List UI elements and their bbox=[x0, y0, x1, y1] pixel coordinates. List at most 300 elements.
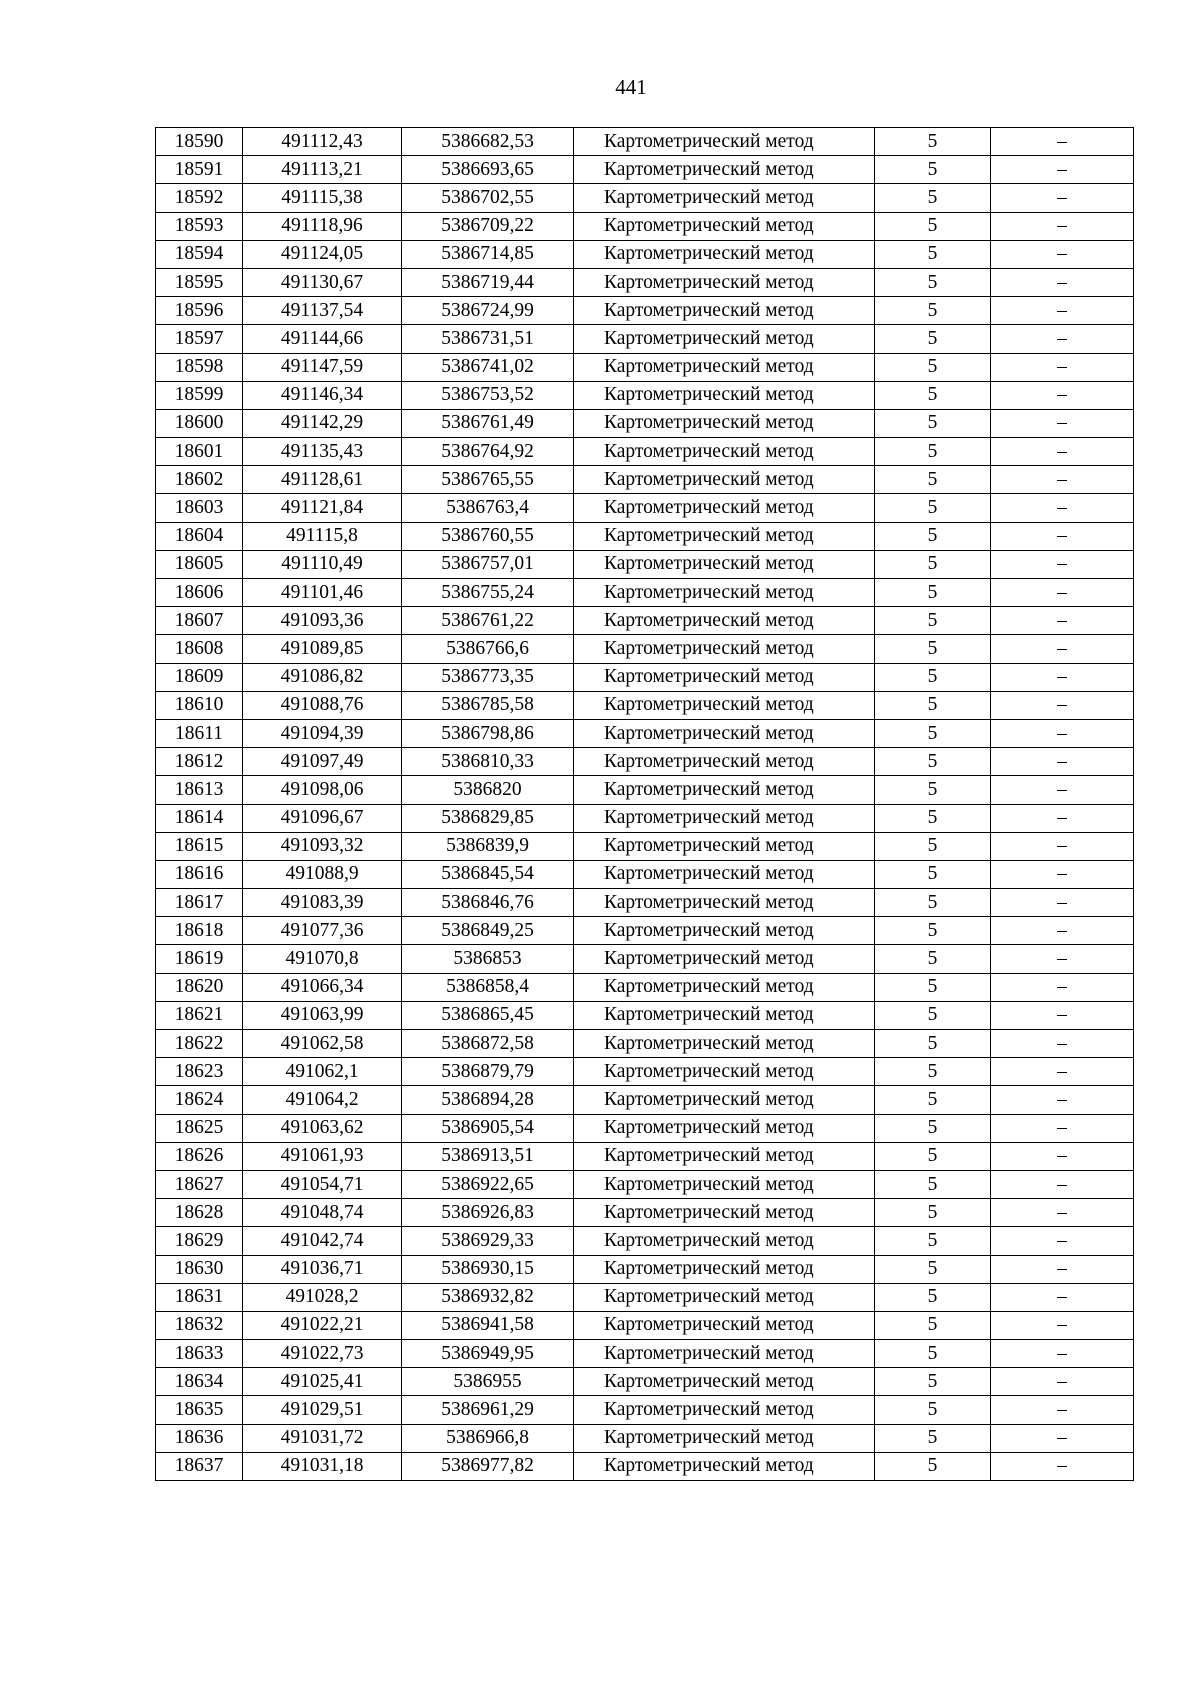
y-coordinate-cell: 5386858,4 bbox=[402, 973, 574, 1001]
table-row bbox=[156, 719, 1134, 747]
y-coordinate-cell: 5386757,01 bbox=[402, 550, 574, 578]
point-number-cell: 18597 bbox=[156, 325, 243, 353]
x-coordinate-cell: 491144,66 bbox=[243, 325, 402, 353]
table-row bbox=[156, 1340, 1134, 1368]
y-coordinate-cell: 5386845,54 bbox=[402, 860, 574, 888]
x-coordinate-cell: 491083,39 bbox=[243, 889, 402, 917]
x-coordinate-cell: 491054,71 bbox=[243, 1170, 402, 1198]
point-number-cell: 18611 bbox=[156, 719, 243, 747]
accuracy-cell: 5 bbox=[875, 776, 991, 804]
y-coordinate-cell: 5386724,99 bbox=[402, 297, 574, 325]
description-cell: – bbox=[991, 522, 1134, 550]
y-coordinate-cell: 5386977,82 bbox=[402, 1452, 574, 1480]
method-cell: Картометрический метод bbox=[574, 917, 875, 945]
table-row bbox=[156, 1255, 1134, 1283]
method-cell: Картометрический метод bbox=[574, 212, 875, 240]
point-number-cell: 18596 bbox=[156, 297, 243, 325]
x-coordinate-cell: 491028,2 bbox=[243, 1283, 402, 1311]
table-row bbox=[156, 1142, 1134, 1170]
table-row bbox=[156, 550, 1134, 578]
description-cell: – bbox=[991, 973, 1134, 1001]
x-coordinate-cell: 491130,67 bbox=[243, 268, 402, 296]
table-row bbox=[156, 156, 1134, 184]
table-row bbox=[156, 607, 1134, 635]
y-coordinate-cell: 5386785,58 bbox=[402, 691, 574, 719]
description-cell: – bbox=[991, 663, 1134, 691]
description-cell: – bbox=[991, 889, 1134, 917]
accuracy-cell: 5 bbox=[875, 719, 991, 747]
y-coordinate-cell: 5386764,92 bbox=[402, 438, 574, 466]
accuracy-cell: 5 bbox=[875, 832, 991, 860]
point-number-cell: 18608 bbox=[156, 635, 243, 663]
method-cell: Картометрический метод bbox=[574, 804, 875, 832]
y-coordinate-cell: 5386810,33 bbox=[402, 748, 574, 776]
y-coordinate-cell: 5386961,29 bbox=[402, 1396, 574, 1424]
description-cell: – bbox=[991, 832, 1134, 860]
accuracy-cell: 5 bbox=[875, 973, 991, 1001]
x-coordinate-cell: 491142,29 bbox=[243, 409, 402, 437]
point-number-cell: 18613 bbox=[156, 776, 243, 804]
point-number-cell: 18612 bbox=[156, 748, 243, 776]
table-row bbox=[156, 1452, 1134, 1480]
x-coordinate-cell: 491118,96 bbox=[243, 212, 402, 240]
method-cell: Картометрический метод bbox=[574, 550, 875, 578]
description-cell: – bbox=[991, 128, 1134, 156]
method-cell: Картометрический метод bbox=[574, 579, 875, 607]
table-row bbox=[156, 832, 1134, 860]
y-coordinate-cell: 5386865,45 bbox=[402, 1001, 574, 1029]
accuracy-cell: 5 bbox=[875, 325, 991, 353]
x-coordinate-cell: 491022,21 bbox=[243, 1311, 402, 1339]
point-number-cell: 18593 bbox=[156, 212, 243, 240]
point-number-cell: 18619 bbox=[156, 945, 243, 973]
description-cell: – bbox=[991, 917, 1134, 945]
table-row bbox=[156, 776, 1134, 804]
accuracy-cell: 5 bbox=[875, 1368, 991, 1396]
x-coordinate-cell: 491135,43 bbox=[243, 438, 402, 466]
method-cell: Картометрический метод bbox=[574, 719, 875, 747]
description-cell: – bbox=[991, 466, 1134, 494]
point-number-cell: 18607 bbox=[156, 607, 243, 635]
method-cell: Картометрический метод bbox=[574, 381, 875, 409]
accuracy-cell: 5 bbox=[875, 1142, 991, 1170]
description-cell: – bbox=[991, 1199, 1134, 1227]
y-coordinate-cell: 5386731,51 bbox=[402, 325, 574, 353]
x-coordinate-cell: 491042,74 bbox=[243, 1227, 402, 1255]
y-coordinate-cell: 5386773,35 bbox=[402, 663, 574, 691]
table-row bbox=[156, 748, 1134, 776]
method-cell: Картометрический метод bbox=[574, 1283, 875, 1311]
y-coordinate-cell: 5386853 bbox=[402, 945, 574, 973]
method-cell: Картометрический метод bbox=[574, 1396, 875, 1424]
table-row bbox=[156, 1030, 1134, 1058]
y-coordinate-cell: 5386753,52 bbox=[402, 381, 574, 409]
table-row bbox=[156, 1424, 1134, 1452]
x-coordinate-cell: 491088,76 bbox=[243, 691, 402, 719]
method-cell: Картометрический метод bbox=[574, 1311, 875, 1339]
description-cell: – bbox=[991, 748, 1134, 776]
x-coordinate-cell: 491062,58 bbox=[243, 1030, 402, 1058]
y-coordinate-cell: 5386932,82 bbox=[402, 1283, 574, 1311]
y-coordinate-cell: 5386922,65 bbox=[402, 1170, 574, 1198]
method-cell: Картометрический метод bbox=[574, 494, 875, 522]
table-row bbox=[156, 917, 1134, 945]
y-coordinate-cell: 5386966,8 bbox=[402, 1424, 574, 1452]
method-cell: Картометрический метод bbox=[574, 353, 875, 381]
point-number-cell: 18625 bbox=[156, 1114, 243, 1142]
description-cell: – bbox=[991, 494, 1134, 522]
description-cell: – bbox=[991, 268, 1134, 296]
description-cell: – bbox=[991, 240, 1134, 268]
table-row bbox=[156, 1001, 1134, 1029]
method-cell: Картометрический метод bbox=[574, 1368, 875, 1396]
y-coordinate-cell: 5386879,79 bbox=[402, 1058, 574, 1086]
method-cell: Картометрический метод bbox=[574, 945, 875, 973]
table-row bbox=[156, 128, 1134, 156]
y-coordinate-cell: 5386763,4 bbox=[402, 494, 574, 522]
table-row bbox=[156, 1396, 1134, 1424]
y-coordinate-cell: 5386955 bbox=[402, 1368, 574, 1396]
description-cell: – bbox=[991, 776, 1134, 804]
method-cell: Картометрический метод bbox=[574, 1170, 875, 1198]
point-number-cell: 18635 bbox=[156, 1396, 243, 1424]
point-number-cell: 18617 bbox=[156, 889, 243, 917]
accuracy-cell: 5 bbox=[875, 494, 991, 522]
description-cell: – bbox=[991, 184, 1134, 212]
point-number-cell: 18630 bbox=[156, 1255, 243, 1283]
description-cell: – bbox=[991, 1170, 1134, 1198]
method-cell: Картометрический метод bbox=[574, 607, 875, 635]
x-coordinate-cell: 491146,34 bbox=[243, 381, 402, 409]
table-row bbox=[156, 889, 1134, 917]
method-cell: Картометрический метод bbox=[574, 1452, 875, 1480]
y-coordinate-cell: 5386820 bbox=[402, 776, 574, 804]
method-cell: Картометрический метод bbox=[574, 832, 875, 860]
method-cell: Картометрический метод bbox=[574, 1001, 875, 1029]
description-cell: – bbox=[991, 381, 1134, 409]
accuracy-cell: 5 bbox=[875, 522, 991, 550]
x-coordinate-cell: 491137,54 bbox=[243, 297, 402, 325]
description-cell: – bbox=[991, 550, 1134, 578]
description-cell: – bbox=[991, 1368, 1134, 1396]
y-coordinate-cell: 5386926,83 bbox=[402, 1199, 574, 1227]
accuracy-cell: 5 bbox=[875, 550, 991, 578]
table-row bbox=[156, 1283, 1134, 1311]
method-cell: Картометрический метод bbox=[574, 860, 875, 888]
x-coordinate-cell: 491128,61 bbox=[243, 466, 402, 494]
x-coordinate-cell: 491098,06 bbox=[243, 776, 402, 804]
method-cell: Картометрический метод bbox=[574, 635, 875, 663]
accuracy-cell: 5 bbox=[875, 1058, 991, 1086]
description-cell: – bbox=[991, 1311, 1134, 1339]
description-cell: – bbox=[991, 1030, 1134, 1058]
method-cell: Картометрический метод bbox=[574, 1142, 875, 1170]
method-cell: Картометрический метод bbox=[574, 1227, 875, 1255]
point-number-cell: 18595 bbox=[156, 268, 243, 296]
x-coordinate-cell: 491089,85 bbox=[243, 635, 402, 663]
x-coordinate-cell: 491029,51 bbox=[243, 1396, 402, 1424]
method-cell: Картометрический метод bbox=[574, 1424, 875, 1452]
y-coordinate-cell: 5386761,22 bbox=[402, 607, 574, 635]
x-coordinate-cell: 491115,8 bbox=[243, 522, 402, 550]
accuracy-cell: 5 bbox=[875, 1452, 991, 1480]
x-coordinate-cell: 491097,49 bbox=[243, 748, 402, 776]
x-coordinate-cell: 491101,46 bbox=[243, 579, 402, 607]
y-coordinate-cell: 5386755,24 bbox=[402, 579, 574, 607]
accuracy-cell: 5 bbox=[875, 917, 991, 945]
point-number-cell: 18626 bbox=[156, 1142, 243, 1170]
description-cell: – bbox=[991, 297, 1134, 325]
description-cell: – bbox=[991, 1424, 1134, 1452]
method-cell: Картометрический метод bbox=[574, 184, 875, 212]
y-coordinate-cell: 5386849,25 bbox=[402, 917, 574, 945]
y-coordinate-cell: 5386741,02 bbox=[402, 353, 574, 381]
table-row bbox=[156, 1058, 1134, 1086]
point-number-cell: 18637 bbox=[156, 1452, 243, 1480]
description-cell: – bbox=[991, 1283, 1134, 1311]
table-row bbox=[156, 579, 1134, 607]
table-row bbox=[156, 1311, 1134, 1339]
x-coordinate-cell: 491025,41 bbox=[243, 1368, 402, 1396]
table-row bbox=[156, 240, 1134, 268]
description-cell: – bbox=[991, 409, 1134, 437]
table-row bbox=[156, 1368, 1134, 1396]
y-coordinate-cell: 5386766,6 bbox=[402, 635, 574, 663]
page-number: 441 bbox=[615, 75, 647, 99]
x-coordinate-cell: 491031,18 bbox=[243, 1452, 402, 1480]
x-coordinate-cell: 491066,34 bbox=[243, 973, 402, 1001]
table-row bbox=[156, 1086, 1134, 1114]
point-number-cell: 18631 bbox=[156, 1283, 243, 1311]
accuracy-cell: 5 bbox=[875, 663, 991, 691]
accuracy-cell: 5 bbox=[875, 438, 991, 466]
accuracy-cell: 5 bbox=[875, 297, 991, 325]
table-row bbox=[156, 1199, 1134, 1227]
description-cell: – bbox=[991, 579, 1134, 607]
x-coordinate-cell: 491061,93 bbox=[243, 1142, 402, 1170]
y-coordinate-cell: 5386714,85 bbox=[402, 240, 574, 268]
description-cell: – bbox=[991, 1340, 1134, 1368]
point-number-cell: 18616 bbox=[156, 860, 243, 888]
table-row bbox=[156, 860, 1134, 888]
description-cell: – bbox=[991, 691, 1134, 719]
point-number-cell: 18614 bbox=[156, 804, 243, 832]
x-coordinate-cell: 491070,8 bbox=[243, 945, 402, 973]
table-row bbox=[156, 804, 1134, 832]
point-number-cell: 18605 bbox=[156, 550, 243, 578]
accuracy-cell: 5 bbox=[875, 804, 991, 832]
x-coordinate-cell: 491077,36 bbox=[243, 917, 402, 945]
method-cell: Картометрический метод bbox=[574, 889, 875, 917]
method-cell: Картометрический метод bbox=[574, 297, 875, 325]
method-cell: Картометрический метод bbox=[574, 1058, 875, 1086]
x-coordinate-cell: 491064,2 bbox=[243, 1086, 402, 1114]
x-coordinate-cell: 491115,38 bbox=[243, 184, 402, 212]
point-number-cell: 18620 bbox=[156, 973, 243, 1001]
coordinates-table-body bbox=[156, 128, 1134, 1481]
method-cell: Картометрический метод bbox=[574, 1199, 875, 1227]
accuracy-cell: 5 bbox=[875, 128, 991, 156]
x-coordinate-cell: 491036,71 bbox=[243, 1255, 402, 1283]
description-cell: – bbox=[991, 438, 1134, 466]
accuracy-cell: 5 bbox=[875, 240, 991, 268]
accuracy-cell: 5 bbox=[875, 1114, 991, 1142]
description-cell: – bbox=[991, 1001, 1134, 1029]
y-coordinate-cell: 5386682,53 bbox=[402, 128, 574, 156]
table-row bbox=[156, 409, 1134, 437]
point-number-cell: 18628 bbox=[156, 1199, 243, 1227]
table-row bbox=[156, 494, 1134, 522]
accuracy-cell: 5 bbox=[875, 1340, 991, 1368]
method-cell: Картометрический метод bbox=[574, 466, 875, 494]
x-coordinate-cell: 491096,67 bbox=[243, 804, 402, 832]
accuracy-cell: 5 bbox=[875, 1283, 991, 1311]
x-coordinate-cell: 491063,99 bbox=[243, 1001, 402, 1029]
x-coordinate-cell: 491112,43 bbox=[243, 128, 402, 156]
x-coordinate-cell: 491121,84 bbox=[243, 494, 402, 522]
point-number-cell: 18601 bbox=[156, 438, 243, 466]
point-number-cell: 18627 bbox=[156, 1170, 243, 1198]
y-coordinate-cell: 5386846,76 bbox=[402, 889, 574, 917]
x-coordinate-cell: 491022,73 bbox=[243, 1340, 402, 1368]
point-number-cell: 18603 bbox=[156, 494, 243, 522]
accuracy-cell: 5 bbox=[875, 353, 991, 381]
description-cell: – bbox=[991, 804, 1134, 832]
y-coordinate-cell: 5386760,55 bbox=[402, 522, 574, 550]
x-coordinate-cell: 491062,1 bbox=[243, 1058, 402, 1086]
table-row bbox=[156, 1114, 1134, 1142]
table-row bbox=[156, 973, 1134, 1001]
point-number-cell: 18623 bbox=[156, 1058, 243, 1086]
table-row bbox=[156, 268, 1134, 296]
table-row bbox=[156, 635, 1134, 663]
point-number-cell: 18609 bbox=[156, 663, 243, 691]
description-cell: – bbox=[991, 1396, 1134, 1424]
y-coordinate-cell: 5386765,55 bbox=[402, 466, 574, 494]
y-coordinate-cell: 5386949,95 bbox=[402, 1340, 574, 1368]
description-cell: – bbox=[991, 1086, 1134, 1114]
method-cell: Картометрический метод bbox=[574, 1114, 875, 1142]
accuracy-cell: 5 bbox=[875, 579, 991, 607]
y-coordinate-cell: 5386693,65 bbox=[402, 156, 574, 184]
description-cell: – bbox=[991, 1114, 1134, 1142]
table-row bbox=[156, 438, 1134, 466]
point-number-cell: 18615 bbox=[156, 832, 243, 860]
point-number-cell: 18600 bbox=[156, 409, 243, 437]
x-coordinate-cell: 491093,36 bbox=[243, 607, 402, 635]
x-coordinate-cell: 491113,21 bbox=[243, 156, 402, 184]
description-cell: – bbox=[991, 1058, 1134, 1086]
y-coordinate-cell: 5386929,33 bbox=[402, 1227, 574, 1255]
method-cell: Картометрический метод bbox=[574, 240, 875, 268]
accuracy-cell: 5 bbox=[875, 889, 991, 917]
point-number-cell: 18634 bbox=[156, 1368, 243, 1396]
point-number-cell: 18591 bbox=[156, 156, 243, 184]
accuracy-cell: 5 bbox=[875, 1396, 991, 1424]
method-cell: Картометрический метод bbox=[574, 268, 875, 296]
y-coordinate-cell: 5386719,44 bbox=[402, 268, 574, 296]
accuracy-cell: 5 bbox=[875, 1255, 991, 1283]
x-coordinate-cell: 491031,72 bbox=[243, 1424, 402, 1452]
method-cell: Картометрический метод bbox=[574, 776, 875, 804]
y-coordinate-cell: 5386894,28 bbox=[402, 1086, 574, 1114]
table-row bbox=[156, 381, 1134, 409]
accuracy-cell: 5 bbox=[875, 212, 991, 240]
method-cell: Картометрический метод bbox=[574, 663, 875, 691]
y-coordinate-cell: 5386905,54 bbox=[402, 1114, 574, 1142]
description-cell: – bbox=[991, 1227, 1134, 1255]
point-number-cell: 18636 bbox=[156, 1424, 243, 1452]
y-coordinate-cell: 5386839,9 bbox=[402, 832, 574, 860]
x-coordinate-cell: 491088,9 bbox=[243, 860, 402, 888]
point-number-cell: 18592 bbox=[156, 184, 243, 212]
method-cell: Картометрический метод bbox=[574, 1086, 875, 1114]
coordinates-table bbox=[155, 127, 1134, 1481]
x-coordinate-cell: 491094,39 bbox=[243, 719, 402, 747]
table-row bbox=[156, 325, 1134, 353]
table-row bbox=[156, 1227, 1134, 1255]
y-coordinate-cell: 5386872,58 bbox=[402, 1030, 574, 1058]
description-cell: – bbox=[991, 719, 1134, 747]
table-row bbox=[156, 945, 1134, 973]
accuracy-cell: 5 bbox=[875, 1424, 991, 1452]
accuracy-cell: 5 bbox=[875, 184, 991, 212]
accuracy-cell: 5 bbox=[875, 466, 991, 494]
description-cell: – bbox=[991, 945, 1134, 973]
y-coordinate-cell: 5386930,15 bbox=[402, 1255, 574, 1283]
accuracy-cell: 5 bbox=[875, 1311, 991, 1339]
table-row bbox=[156, 522, 1134, 550]
x-coordinate-cell: 491124,05 bbox=[243, 240, 402, 268]
method-cell: Картометрический метод bbox=[574, 1030, 875, 1058]
method-cell: Картометрический метод bbox=[574, 325, 875, 353]
method-cell: Картометрический метод bbox=[574, 691, 875, 719]
description-cell: – bbox=[991, 1142, 1134, 1170]
x-coordinate-cell: 491110,49 bbox=[243, 550, 402, 578]
x-coordinate-cell: 491063,62 bbox=[243, 1114, 402, 1142]
table-row bbox=[156, 691, 1134, 719]
point-number-cell: 18624 bbox=[156, 1086, 243, 1114]
description-cell: – bbox=[991, 353, 1134, 381]
y-coordinate-cell: 5386709,22 bbox=[402, 212, 574, 240]
accuracy-cell: 5 bbox=[875, 691, 991, 719]
y-coordinate-cell: 5386761,49 bbox=[402, 409, 574, 437]
y-coordinate-cell: 5386798,86 bbox=[402, 719, 574, 747]
point-number-cell: 18602 bbox=[156, 466, 243, 494]
method-cell: Картометрический метод bbox=[574, 748, 875, 776]
table-row bbox=[156, 353, 1134, 381]
point-number-cell: 18594 bbox=[156, 240, 243, 268]
table-row bbox=[156, 297, 1134, 325]
table-row bbox=[156, 663, 1134, 691]
point-number-cell: 18632 bbox=[156, 1311, 243, 1339]
description-cell: – bbox=[991, 325, 1134, 353]
accuracy-cell: 5 bbox=[875, 268, 991, 296]
accuracy-cell: 5 bbox=[875, 607, 991, 635]
accuracy-cell: 5 bbox=[875, 1001, 991, 1029]
y-coordinate-cell: 5386941,58 bbox=[402, 1311, 574, 1339]
accuracy-cell: 5 bbox=[875, 156, 991, 184]
table-row bbox=[156, 1170, 1134, 1198]
point-number-cell: 18633 bbox=[156, 1340, 243, 1368]
point-number-cell: 18599 bbox=[156, 381, 243, 409]
point-number-cell: 18610 bbox=[156, 691, 243, 719]
accuracy-cell: 5 bbox=[875, 635, 991, 663]
x-coordinate-cell: 491147,59 bbox=[243, 353, 402, 381]
y-coordinate-cell: 5386702,55 bbox=[402, 184, 574, 212]
method-cell: Картометрический метод bbox=[574, 438, 875, 466]
x-coordinate-cell: 491086,82 bbox=[243, 663, 402, 691]
